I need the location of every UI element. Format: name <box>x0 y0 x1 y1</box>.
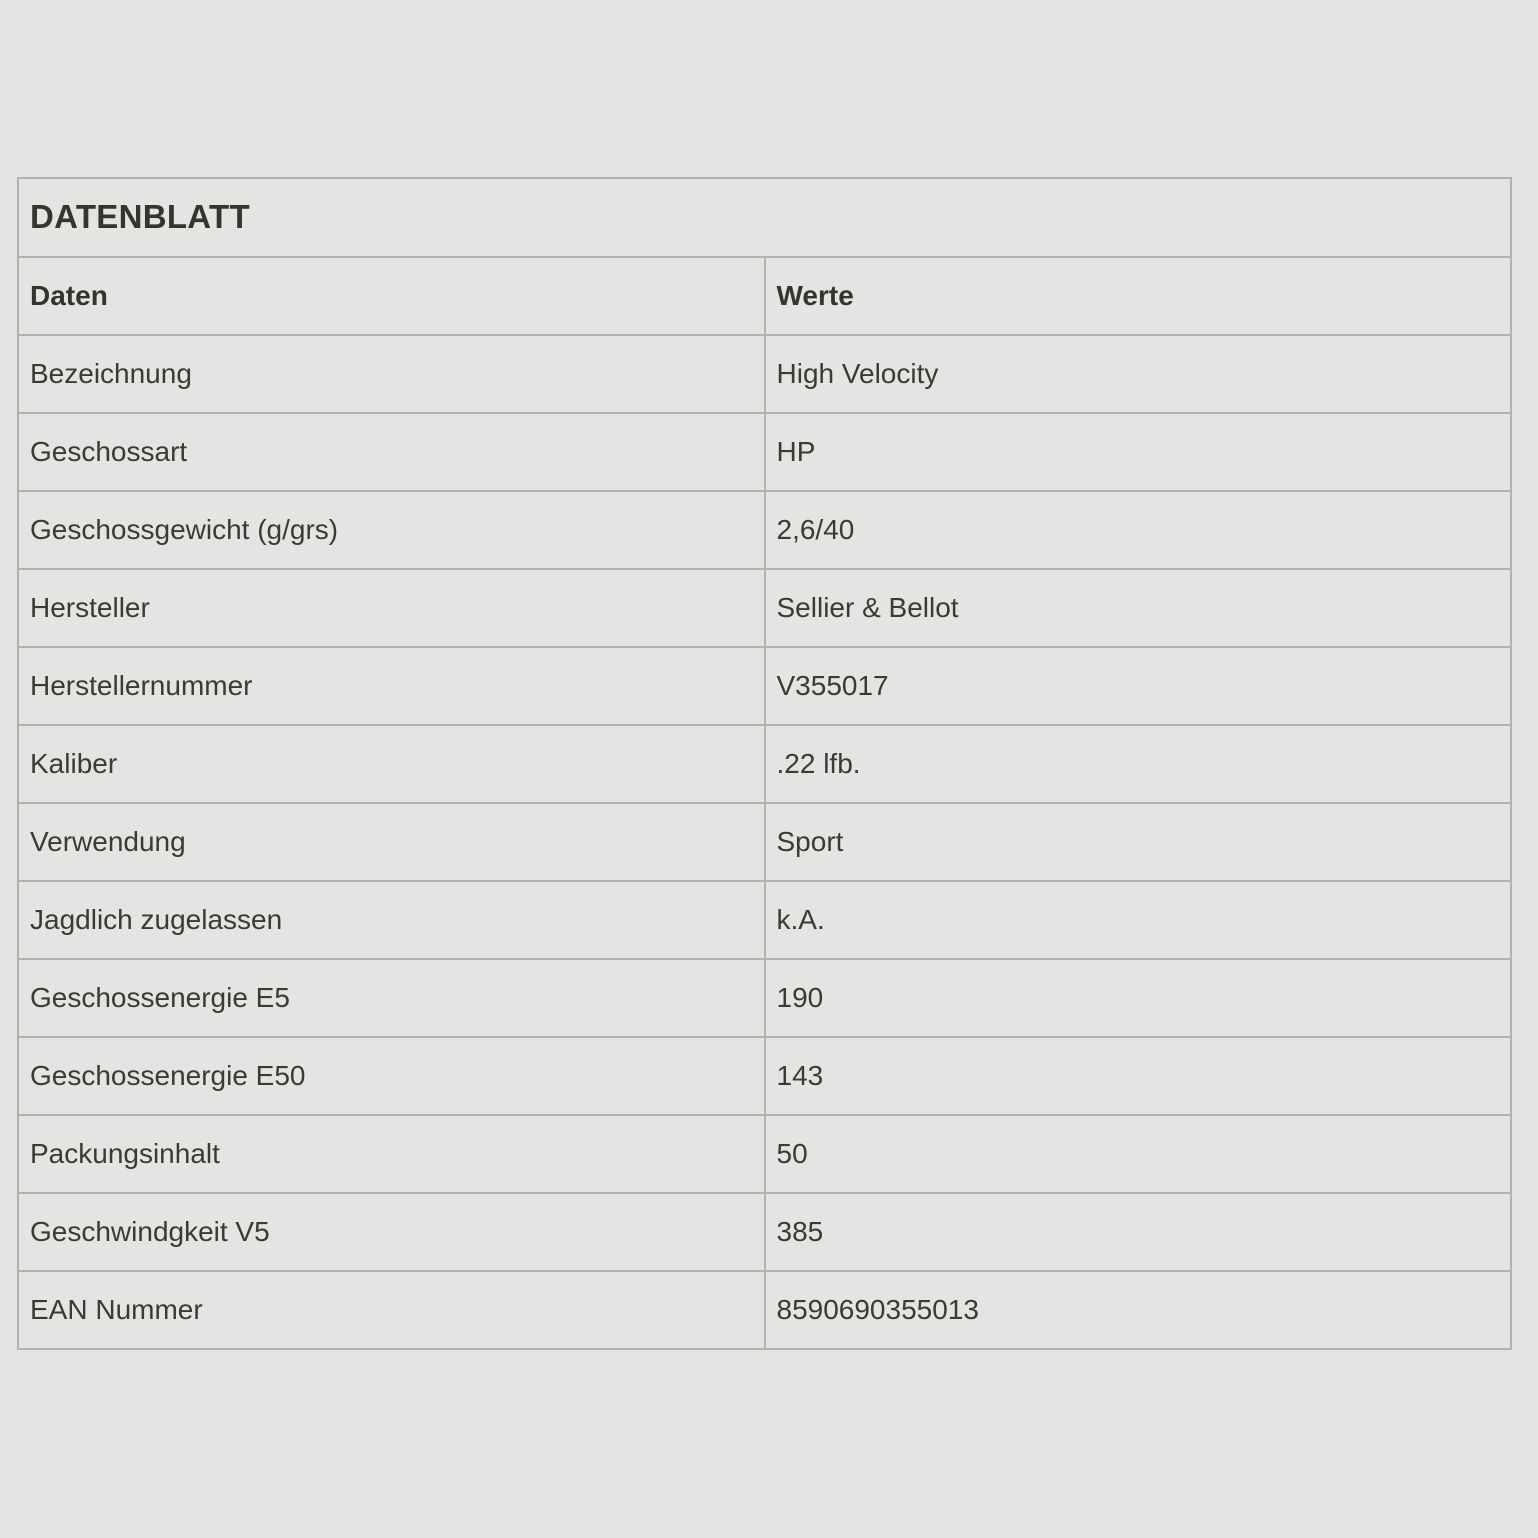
table-row <box>18 647 1511 725</box>
table-row <box>18 1115 1511 1193</box>
table-row <box>18 413 1511 491</box>
row-label: Geschossgewicht (g/grs) <box>18 491 765 569</box>
row-value: HP <box>765 413 1512 491</box>
row-value: k.A. <box>765 881 1512 959</box>
row-value: V355017 <box>765 647 1512 725</box>
row-label: Geschossenergie E5 <box>18 959 765 1037</box>
table-row <box>18 881 1511 959</box>
row-value: 385 <box>765 1193 1512 1271</box>
row-label: Jagdlich zugelassen <box>18 881 765 959</box>
table-row <box>18 725 1511 803</box>
row-label: Geschossenergie E50 <box>18 1037 765 1115</box>
row-value: Sport <box>765 803 1512 881</box>
column-header-werte: Werte <box>765 257 1512 335</box>
datasheet-table <box>17 177 1512 1350</box>
row-value: High Velocity <box>765 335 1512 413</box>
table-row <box>18 803 1511 881</box>
row-label: Bezeichnung <box>18 335 765 413</box>
row-value: 143 <box>765 1037 1512 1115</box>
table-row <box>18 569 1511 647</box>
row-value: .22 lfb. <box>765 725 1512 803</box>
row-value: 2,6/40 <box>765 491 1512 569</box>
row-label: EAN Nummer <box>18 1271 765 1349</box>
datasheet <box>17 177 1512 1350</box>
row-value: 50 <box>765 1115 1512 1193</box>
row-label: Geschwindgkeit V5 <box>18 1193 765 1271</box>
row-label: Hersteller <box>18 569 765 647</box>
table-row <box>18 491 1511 569</box>
row-value: 8590690355013 <box>765 1271 1512 1349</box>
row-label: Verwendung <box>18 803 765 881</box>
datasheet-title: DATENBLATT <box>18 178 1511 257</box>
table-header-row <box>18 257 1511 335</box>
row-label: Packungsinhalt <box>18 1115 765 1193</box>
column-header-daten: Daten <box>18 257 765 335</box>
datasheet-title-row <box>18 178 1511 257</box>
table-row <box>18 335 1511 413</box>
row-value: 190 <box>765 959 1512 1037</box>
row-value: Sellier & Bellot <box>765 569 1512 647</box>
table-body <box>18 335 1511 1349</box>
table-row <box>18 959 1511 1037</box>
table-row <box>18 1037 1511 1115</box>
table-row <box>18 1271 1511 1349</box>
row-label: Geschossart <box>18 413 765 491</box>
table-row <box>18 1193 1511 1271</box>
row-label: Herstellernummer <box>18 647 765 725</box>
row-label: Kaliber <box>18 725 765 803</box>
